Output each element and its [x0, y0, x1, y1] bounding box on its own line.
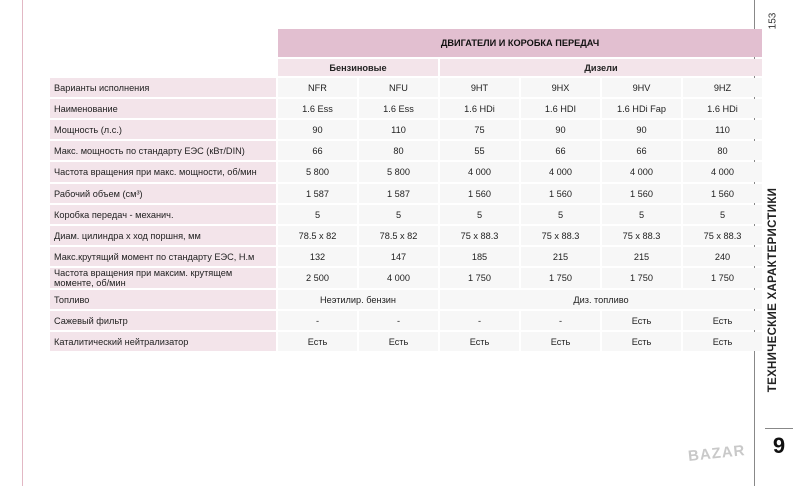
table-cell: 1 560	[521, 184, 600, 203]
table-cell: 1.6 HDI	[521, 99, 600, 118]
table-cell: Есть	[683, 332, 762, 351]
table-cell: 5 800	[359, 162, 438, 182]
table-cell: 80	[359, 141, 438, 160]
table-cell: 5	[521, 205, 600, 224]
table-cell: 9HZ	[683, 78, 762, 97]
table-cell: 4 000	[359, 268, 438, 288]
table-cell: 185	[440, 247, 519, 266]
table-cell: 66	[278, 141, 357, 160]
table-cell: -	[521, 311, 600, 330]
table-row	[50, 120, 762, 139]
table-cell: 5	[278, 205, 357, 224]
table-cell: 110	[683, 120, 762, 139]
group-header-row	[50, 59, 762, 76]
table-cell: 66	[602, 141, 681, 160]
chapter-number-text: 9	[772, 433, 786, 458]
table-cell: 5	[359, 205, 438, 224]
row-label: Макс.крутящий момент по стандарту ЕЭС, Н.м	[50, 247, 276, 266]
watermark-logo: BAZAR	[687, 442, 747, 465]
table-cell: Есть	[602, 311, 681, 330]
section-side-title-text: ТЕХНИЧЕСКИЕ ХАРАКТЕРИСТИКИ	[767, 187, 779, 393]
table-cell: 4 000	[602, 162, 681, 182]
table-cell: Есть	[602, 332, 681, 351]
row-label: Наименование	[50, 99, 276, 118]
table-cell: NFR	[278, 78, 357, 97]
table-cell: Есть	[278, 332, 357, 351]
table-cell: 1.6 Ess	[359, 99, 438, 118]
table-cell: 75 x 88.3	[683, 226, 762, 245]
fuel-diesel-cell: Диз. топливо	[440, 290, 762, 309]
row-label: Частота вращения при максим. крутящем моменте, об/мин	[50, 268, 276, 288]
table-cell: -	[440, 311, 519, 330]
table-cell: 5	[602, 205, 681, 224]
table-row	[50, 162, 762, 182]
table-cell: 1 560	[683, 184, 762, 203]
row-label: Топливо	[50, 290, 276, 309]
table-cell: 4 000	[683, 162, 762, 182]
page-border	[22, 0, 23, 486]
table-cell: 1 560	[440, 184, 519, 203]
table-cell: -	[278, 311, 357, 330]
table-cell: 1 587	[359, 184, 438, 203]
table-cell: 75	[440, 120, 519, 139]
table-cell: 75 x 88.3	[602, 226, 681, 245]
table-cell: 1.6 HDi	[683, 99, 762, 118]
table-cell: 9HV	[602, 78, 681, 97]
table-cell: 5	[683, 205, 762, 224]
table-cell: NFU	[359, 78, 438, 97]
table-cell: 2 500	[278, 268, 357, 288]
table-cell: Есть	[440, 332, 519, 351]
table-cell: 66	[521, 141, 600, 160]
table-cell: 9HT	[440, 78, 519, 97]
table-cell: 55	[440, 141, 519, 160]
table-cell: 5 800	[278, 162, 357, 182]
table-cell: -	[359, 311, 438, 330]
table-cell: 132	[278, 247, 357, 266]
row-label: Каталитический нейтрализатор	[50, 332, 276, 351]
table-cell: 75 x 88.3	[440, 226, 519, 245]
table-row	[50, 141, 762, 160]
table-cell: 75 x 88.3	[521, 226, 600, 245]
table-cell: 9HX	[521, 78, 600, 97]
row-label: Варианты исполнения	[50, 78, 276, 97]
table-row	[50, 99, 762, 118]
table-cell: 215	[602, 247, 681, 266]
table-row-fuel	[50, 290, 762, 309]
table-cell: 1 750	[683, 268, 762, 288]
table-cell: 147	[359, 247, 438, 266]
table-row-catalyst	[50, 332, 762, 351]
table-row	[50, 226, 762, 245]
engine-spec-table	[48, 27, 764, 353]
table-cell: 215	[521, 247, 600, 266]
table-row	[50, 184, 762, 203]
group-petrol: Бензиновые	[278, 59, 438, 76]
row-label: Сажевый фильтр	[50, 311, 276, 330]
table-cell: 1.6 HDi Fap	[602, 99, 681, 118]
table-cell: 110	[359, 120, 438, 139]
table-row	[50, 247, 762, 266]
table-cell: 80	[683, 141, 762, 160]
table-row	[50, 205, 762, 224]
table-cell: 90	[278, 120, 357, 139]
table-cell: 1.6 Ess	[278, 99, 357, 118]
table-cell: 1 750	[602, 268, 681, 288]
table-row	[50, 268, 762, 288]
table-cell: 1 750	[440, 268, 519, 288]
table-cell: Есть	[521, 332, 600, 351]
table-cell: 90	[521, 120, 600, 139]
table-cell: 78.5 x 82	[278, 226, 357, 245]
table-cell: 240	[683, 247, 762, 266]
page-number	[762, 6, 784, 36]
table-cell: 90	[602, 120, 681, 139]
row-label: Рабочий объем (см³)	[50, 184, 276, 203]
table-cell: 78.5 x 82	[359, 226, 438, 245]
table-cell: Есть	[359, 332, 438, 351]
table-cell: 1 587	[278, 184, 357, 203]
row-label: Мощность (л.с.)	[50, 120, 276, 139]
table-cell: 4 000	[440, 162, 519, 182]
row-label: Диам. цилиндра х ход поршня, мм	[50, 226, 276, 245]
table-cell: 5	[440, 205, 519, 224]
chapter-number	[765, 428, 793, 465]
table-row-soot-filter	[50, 311, 762, 330]
table-cell: Есть	[683, 311, 762, 330]
table-cell: 1 560	[602, 184, 681, 203]
row-label: Частота вращения при макс. мощности, об/мин	[50, 162, 276, 182]
table-row	[50, 78, 762, 97]
fuel-petrol-cell: Неэтилир. бензин	[278, 290, 438, 309]
table-cell: 1.6 HDi	[440, 99, 519, 118]
group-diesel: Дизели	[440, 59, 762, 76]
table-title: ДВИГАТЕЛИ И КОРОБКА ПЕРЕДАЧ	[278, 29, 762, 57]
table-cell: 4 000	[521, 162, 600, 182]
table-title-row	[50, 29, 762, 57]
table-cell: 1 750	[521, 268, 600, 288]
row-label: Коробка передач - механич.	[50, 205, 276, 224]
page-number-text: 153	[767, 12, 779, 30]
row-label: Макс. мощность по стандарту ЕЭС (кВт/DIN)	[50, 141, 276, 160]
